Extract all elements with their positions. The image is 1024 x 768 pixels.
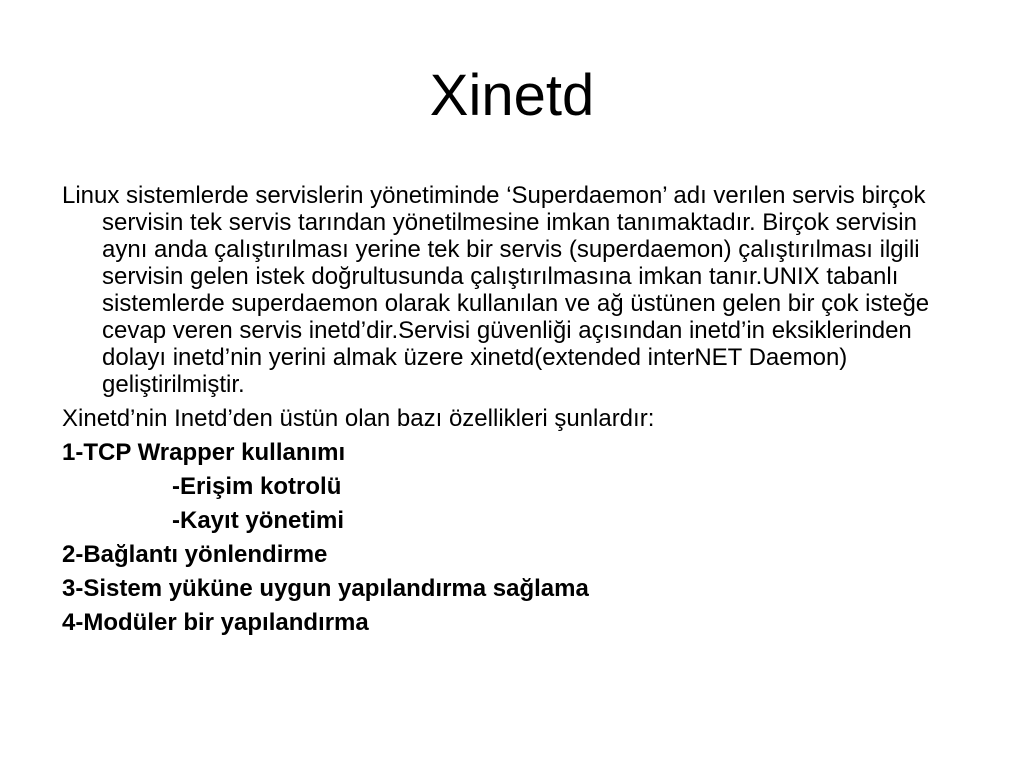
intro-paragraph: Linux sistemlerde servislerin yönetiminde ‘Superdaemon’ adı verılen servis birçok servisin tek servis tarından yönetilmesine imkan tanımaktadır. Birçok servisin aynı anda çalıştırılması yerine tek bir servis (superdaemon) çalıştırılması ilgili servisin gelen istek doğrultusunda çalıştırılmasına imkan tanır.UNIX tabanlı sistemlerde superdaemon olarak kullanılan ve ağ üstünen gelen bir çok isteğe cevap veren servis inetd’dir.Servisi güvenliği açısından inetd’in eksiklerinden dolayı inetd’nin yerini almak üzere xinetd(extended interNET Daemon) geliştirilmiştir. bbox=[62, 182, 930, 398]
slide-body bbox=[62, 182, 962, 643]
feature-item-modular-configuration: 4-Modüler bir yapılandırma bbox=[62, 609, 369, 636]
feature-subitem-access-control: -Erişim kotrolü bbox=[172, 473, 342, 500]
slide-title: Xinetd bbox=[429, 63, 595, 128]
feature-item-connection-redirect: 2-Bağlantı yönlendirme bbox=[62, 541, 328, 568]
features-intro: Xinetd’nin Inetd’den üstün olan bazı özellikleri şunlardır: bbox=[62, 405, 655, 432]
feature-subitem-log-management: -Kayıt yönetimi bbox=[172, 507, 345, 534]
feature-item-load-configuration: 3-Sistem yüküne uygun yapılandırma sağlama bbox=[62, 575, 589, 602]
feature-item-tcp-wrapper: 1-TCP Wrapper kullanımı bbox=[62, 439, 346, 466]
